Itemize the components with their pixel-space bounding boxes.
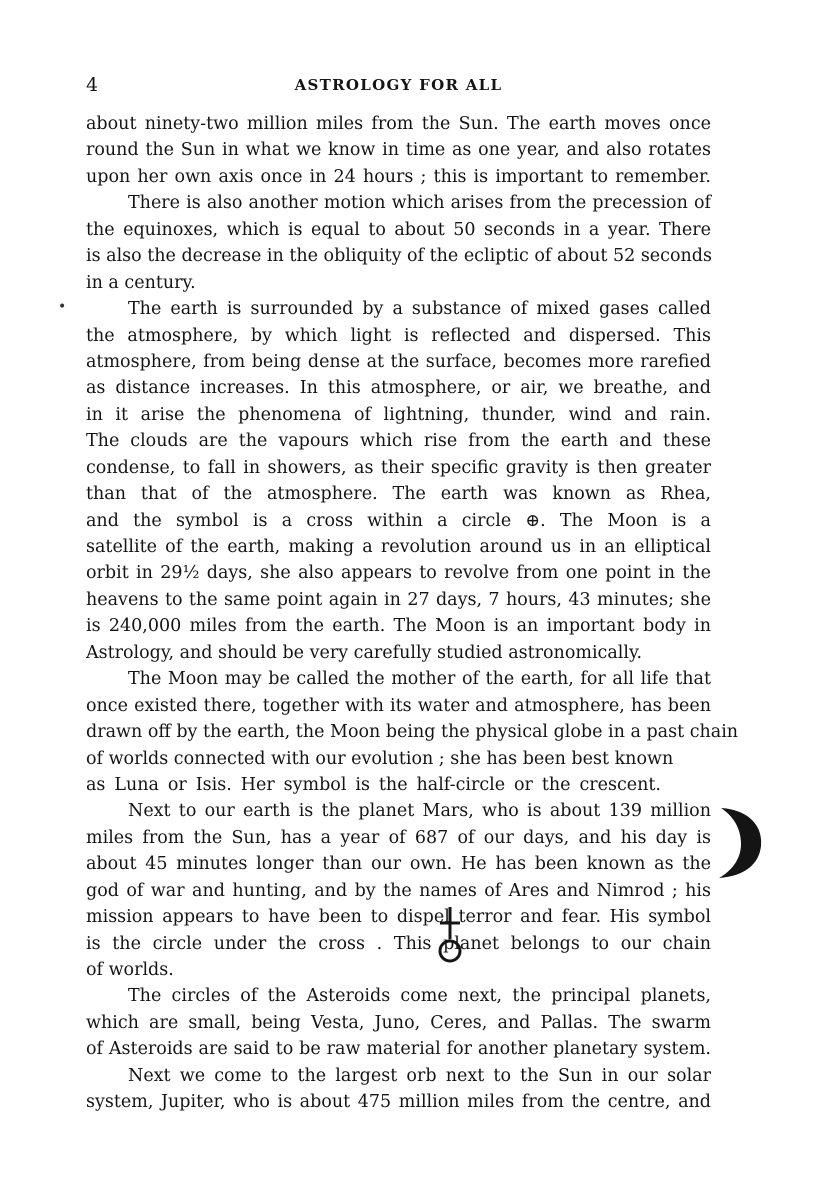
text-line: about ninety-two million miles from the Sun. The earth moves once (86, 114, 711, 134)
text-line: than that of the atmosphere. The earth was known as Rhea, (86, 484, 711, 505)
text-line: upon her own axis once in 24 hours ; this is important to remember. (86, 166, 711, 187)
text-line: system, Jupiter, who is about 475 million miles from the centre, and (86, 1092, 711, 1113)
text-line: Next we come to the largest orb next to the Sun in our solar (128, 1065, 711, 1086)
text-line: and the symbol is a cross within a circle ⊕. The Moon is a (86, 510, 711, 531)
text-line: of worlds. (86, 960, 174, 980)
text-line: the atmosphere, by which light is reflected and dispersed. This (86, 325, 711, 346)
text-line: in a century. (86, 272, 196, 293)
text-line: of Asteroids are said to be raw material for another planetary system. (86, 1039, 711, 1060)
text-line: which are small, being Vesta, Juno, Ceres, and Pallas. The swarm (86, 1012, 711, 1033)
text-line: drawn off by the earth, the Moon being the physical globe in a past chain (86, 722, 739, 743)
text-line: about 45 minutes longer than our own. He has been known as the (86, 854, 711, 875)
text-line: is also the decrease in the obliquity of the ecliptic of about 52 seconds (86, 246, 712, 267)
text-line: The earth is surrounded by a substance of mixed gases called (128, 299, 711, 320)
text-line: the equinoxes, which is equal to about 50 seconds in a year. There (86, 219, 711, 240)
text-line: atmosphere, from being dense at the surface, becomes more rarefied (86, 351, 711, 372)
text-line: mission appears to have been to dispel terror and fear. His symbol (86, 907, 711, 928)
text-line: miles from the Sun, has a year of 687 of our days, and his day is (86, 827, 711, 848)
text-line: in it arise the phenomena of lightning, thunder, wind and rain. (86, 404, 711, 425)
text-line: god of war and hunting, and by the names of Ares and Nimrod ; his (86, 880, 711, 901)
text-line: The Moon may be called the mother of the earth, for all life that (128, 669, 711, 690)
text-line: round the Sun in what we know in time as one year, and also rotates (86, 140, 711, 161)
text-line: There is also another motion which arises from the precession of (128, 193, 711, 214)
text-line: Next to our earth is the planet Mars, who is about 139 million (128, 801, 711, 822)
text-line: satellite of the earth, making a revolution around us in an elliptical (86, 537, 711, 557)
text-line: is 240,000 miles from the earth. The Moon is an important body in (86, 616, 711, 637)
text-line: Astrology, and should be very carefully studied astronomically. (86, 642, 643, 663)
text-line: The clouds are the vapours which rise from the earth and these (86, 431, 711, 452)
running-title: ASTROLOGY FOR ALL (294, 76, 503, 94)
text-line: as Luna or Isis. Her symbol is the half-circle or the crescent. (86, 774, 661, 795)
text-line: orbit in 29½ days, she also appears to revolve from one point in the (86, 563, 711, 584)
text-line: of worlds connected with our evolution ; she has been best known (86, 748, 674, 769)
text-line: The circles of the Asteroids come next, the principal planets, (128, 986, 711, 1007)
text-line: as distance increases. In this atmosphere, or air, we breathe, and (86, 378, 711, 399)
text-line: once existed there, together with its water and atmosphere, has been (86, 695, 711, 716)
page-number: 4 (86, 74, 99, 96)
margin-mark: • (58, 299, 67, 315)
page-header (86, 72, 711, 98)
text-line: condense, to fall in showers, as their specific gravity is then greater (86, 457, 711, 478)
crescent-moon-icon (711, 802, 771, 882)
text-line: heavens to the same point again in 27 days, 7 hours, 43 minutes; she (86, 589, 711, 610)
mars-symbol-icon (436, 901, 472, 975)
text-line: is the circle under the cross . This planet belongs to our chain (86, 933, 711, 954)
body-text (86, 111, 739, 1116)
